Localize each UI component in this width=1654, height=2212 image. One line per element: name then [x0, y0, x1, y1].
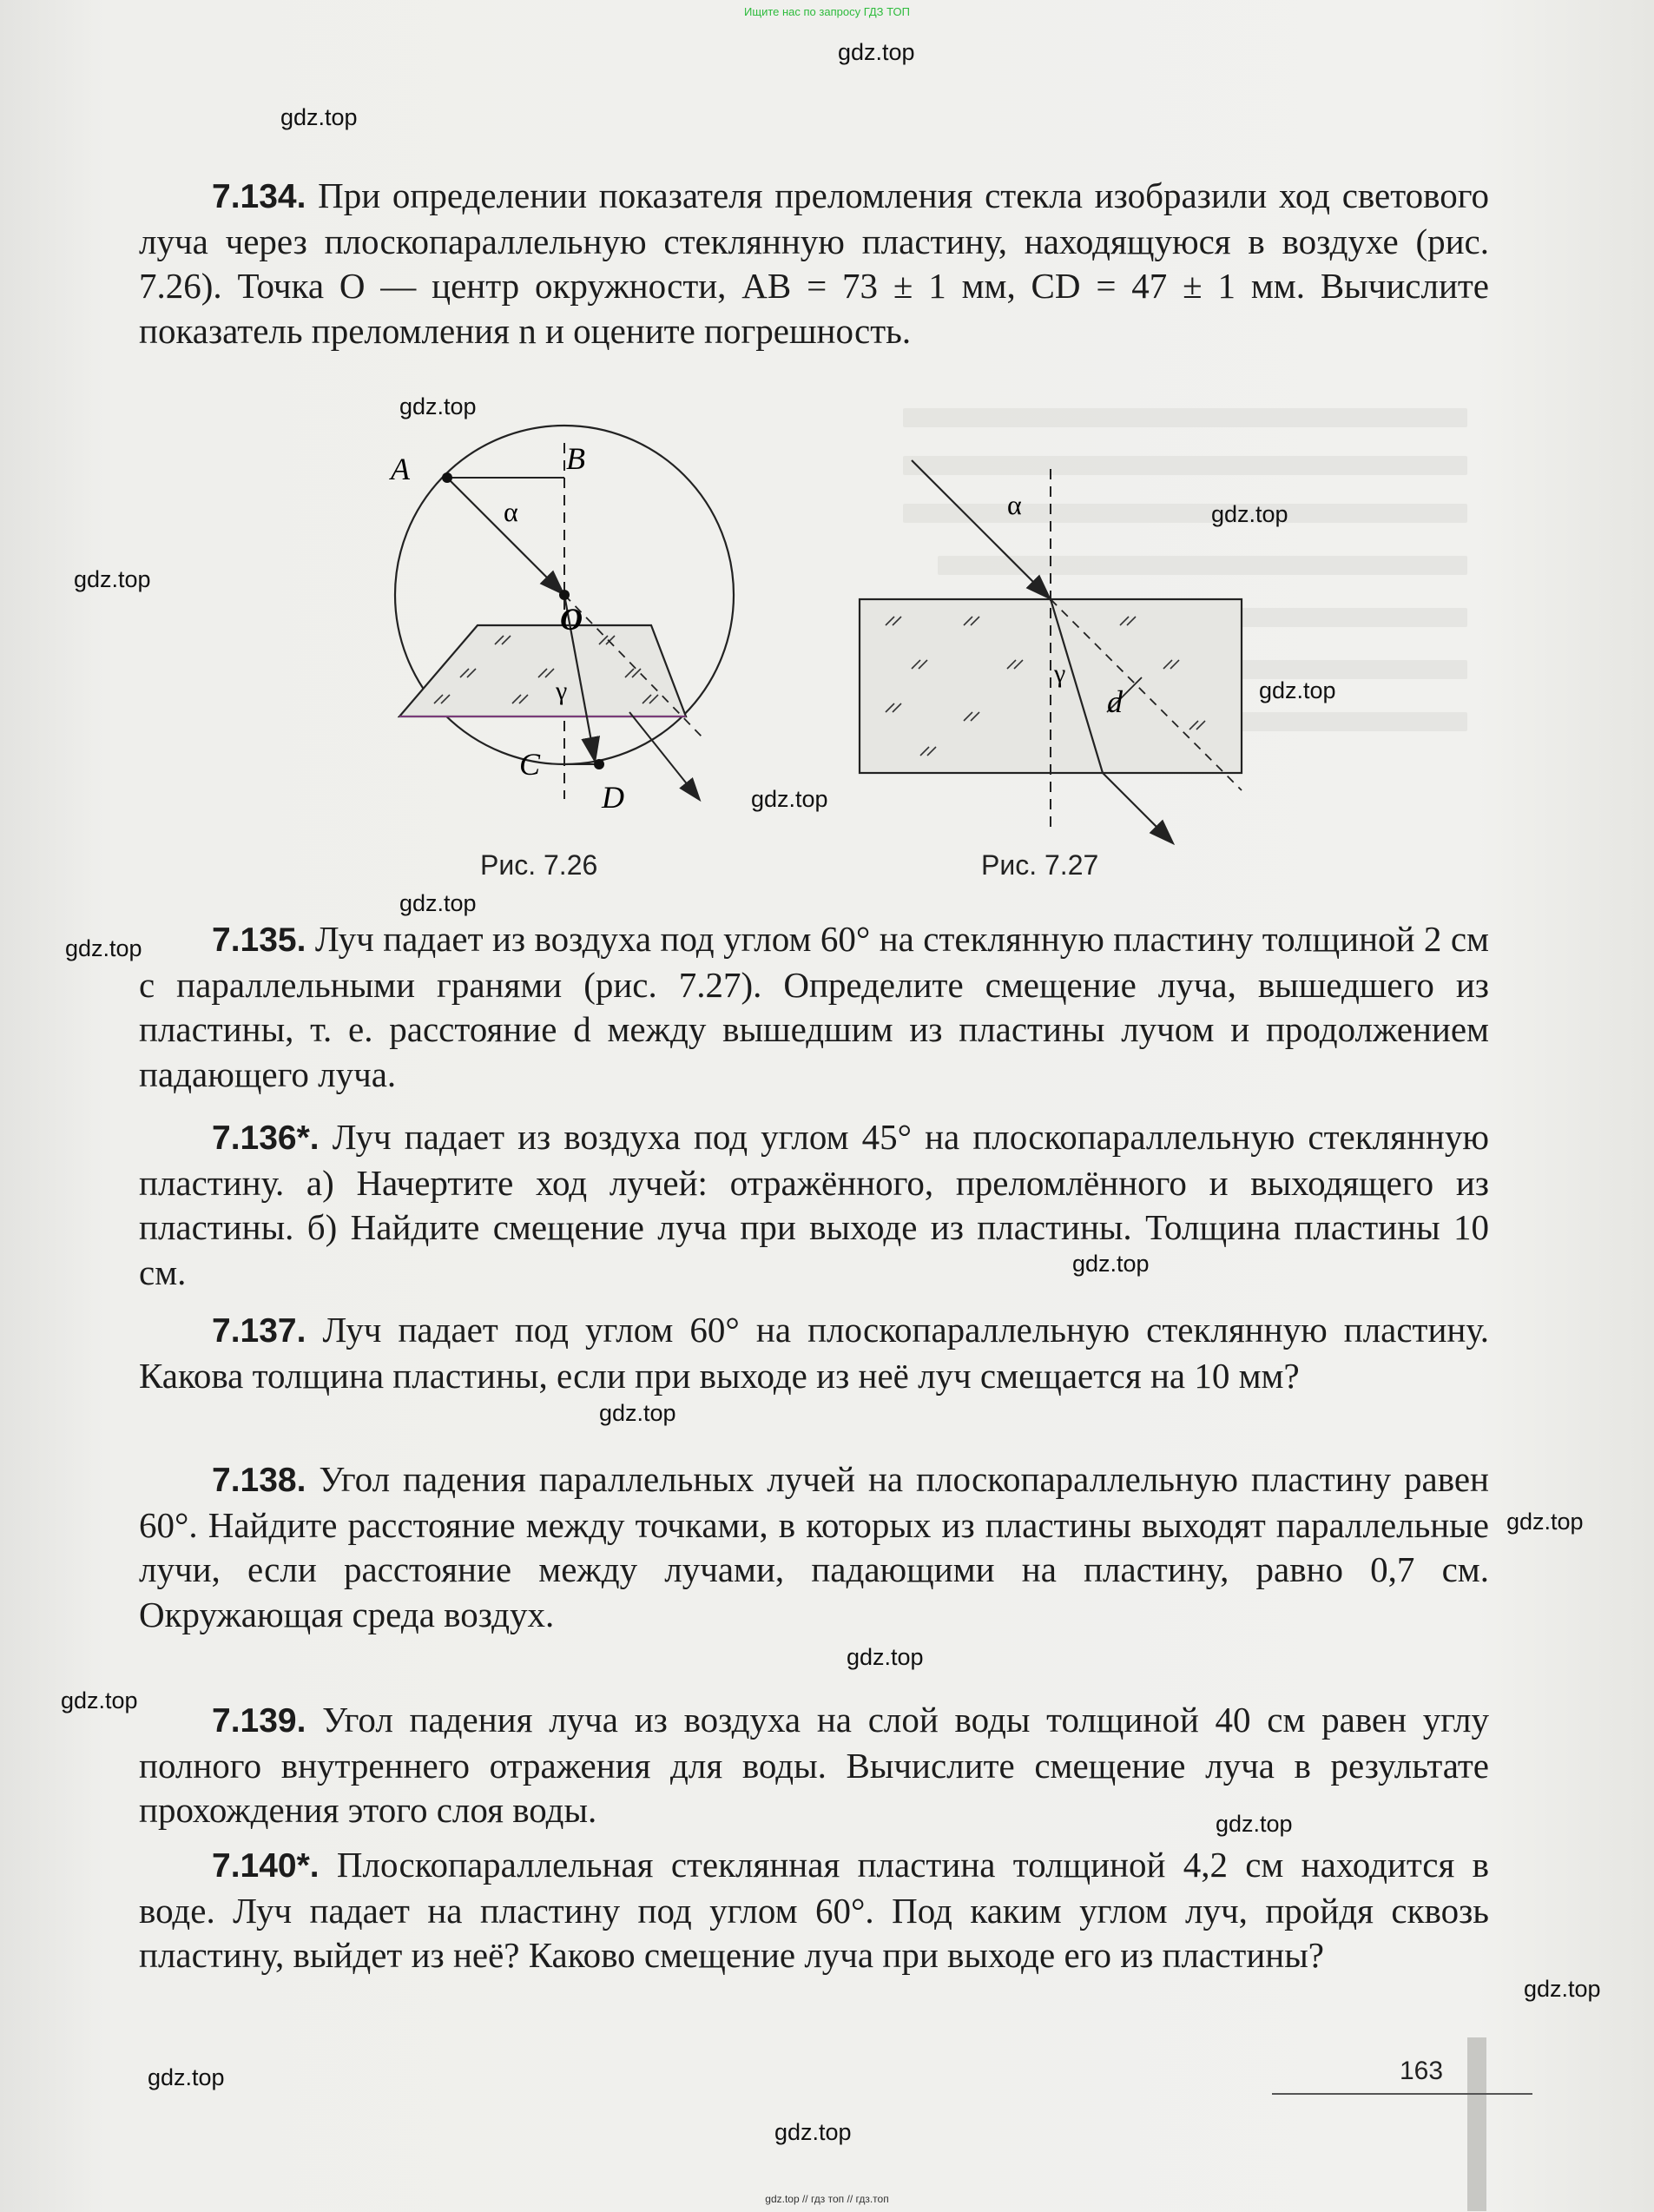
bleed-through	[903, 408, 1467, 427]
problem-7-137	[139, 1308, 1489, 1398]
problem-text: При определении показателя преломления стекла изобразили ход светового луча через плоскопараллельную стеклянную пластину, находящуюся в воздухе (рис. 7.26). Точка O — центр окружности, AB = 73 ± 1 мм, CD = 47 ± 1 мм. Вычислите показатель преломления n и оцените погрешность.	[139, 175, 1489, 351]
figure-7-27	[834, 452, 1285, 851]
figure-caption-7-26: Рис. 7.26	[480, 849, 598, 881]
watermark: gdz.top	[399, 890, 477, 916]
watermark: gdz.top	[61, 1687, 138, 1713]
watermark: gdz.top	[399, 393, 477, 419]
problem-text: Плоскопараллельная стеклянная пластина толщиной 4,2 см находится в воде. Луч падает на пластину под углом 60°. Под каким углом луч, пройдя сквозь пластину, выйдет из неё? Каково смещение луча при выходе его из пластины?	[139, 1845, 1490, 1975]
problem-number: 7.136*.	[212, 1119, 320, 1157]
exit-ray	[629, 712, 699, 799]
watermark: gdz.top	[774, 2119, 852, 2145]
top-note: Ищите нас по запросу ГДЗ ТОП	[744, 5, 910, 18]
problem-number: 7.134.	[212, 178, 306, 215]
label-d: d	[1107, 684, 1123, 719]
watermark: gdz.top	[1524, 1976, 1601, 2002]
label-gamma: γ	[556, 677, 568, 705]
page-number-rule	[1272, 2093, 1532, 2095]
watermark: gdz.top	[1211, 501, 1288, 527]
watermark: gdz.top	[599, 1400, 676, 1426]
label-a: A	[391, 452, 410, 486]
watermark: gdz.top	[148, 2064, 225, 2090]
problem-text: Луч падает из воздуха под углом 60° на стеклянную пластину толщиной 2 см с параллельными гранями (рис. 7.27). Определите смещение луча, вышедшего из пластины, т. е. расстояние d между вышедшим из пластины лучом и продолжением падающего луча.	[139, 919, 1489, 1094]
watermark: gdz.top	[838, 39, 915, 65]
figure-caption-7-27: Рис. 7.27	[981, 849, 1099, 881]
label-alpha: α	[1007, 489, 1022, 520]
problem-number: 7.137.	[212, 1312, 306, 1350]
watermark: gdz.top	[65, 935, 142, 961]
point-d	[594, 759, 604, 769]
bottom-note: gdz.top // гдз топ // гдз.топ	[765, 2193, 889, 2205]
problem-7-134	[139, 174, 1489, 353]
point-o	[559, 590, 570, 600]
label-alpha: α	[504, 496, 518, 527]
incident-ray	[912, 460, 1049, 598]
label-d: D	[602, 780, 624, 815]
label-gamma: γ	[1054, 659, 1066, 688]
problem-text: Угол падения луча из воздуха на слой воды толщиной 40 см равен углу полного внутреннего отражения для воды. Вычислите смещение луча в результате прохождения этого слоя воды.	[139, 1700, 1489, 1830]
exit-ray	[1103, 773, 1172, 842]
label-o: O	[560, 602, 583, 637]
problem-number: 7.135.	[212, 921, 306, 959]
problem-7-136	[139, 1115, 1489, 1295]
watermark: gdz.top	[751, 786, 828, 812]
watermark: gdz.top	[1506, 1509, 1584, 1535]
watermark: gdz.top	[1072, 1251, 1150, 1277]
figure-7-26	[339, 417, 790, 851]
problem-7-135	[139, 917, 1489, 1097]
label-b: B	[566, 441, 585, 476]
watermark: gdz.top	[280, 104, 358, 130]
page-number: 163	[1400, 2057, 1444, 2085]
label-c: C	[519, 747, 541, 782]
problem-number: 7.138.	[212, 1462, 306, 1499]
problem-number: 7.139.	[212, 1702, 306, 1740]
problem-text: Угол падения параллельных лучей на плоскопараллельную пластину равен 60°. Найдите расстояние между точками, в которых из пластины выходят параллельные лучи, если расстояние между лучами, падающими на пластину, равно 0,7 см. Окружающая среда воздух.	[139, 1459, 1490, 1634]
problem-7-138	[139, 1457, 1489, 1637]
problem-text: Луч падает под углом 60° на плоскопараллельную стеклянную пластину. Какова толщина пластины, если при выходе из неё луч смещается на 10 мм?	[139, 1310, 1490, 1396]
watermark: gdz.top	[1259, 677, 1336, 703]
watermark: gdz.top	[74, 566, 151, 592]
watermark: gdz.top	[847, 1644, 924, 1670]
page-edge-shadow	[1467, 2037, 1486, 2211]
problem-number: 7.140*.	[212, 1847, 320, 1885]
incident-ray	[447, 478, 563, 593]
problem-7-139	[139, 1698, 1489, 1833]
problem-text: Луч падает из воздуха под углом 45° на плоскопараллельную стеклянную пластину. а) Начертите ход лучей: отражённого, преломлённого и выходящего из пластины. б) Найдите смещение луча при выходе из пластины. Толщина пластины 10 см.	[139, 1117, 1489, 1292]
point-a	[442, 472, 452, 483]
watermark: gdz.top	[1216, 1811, 1293, 1837]
problem-7-140	[139, 1843, 1489, 1978]
